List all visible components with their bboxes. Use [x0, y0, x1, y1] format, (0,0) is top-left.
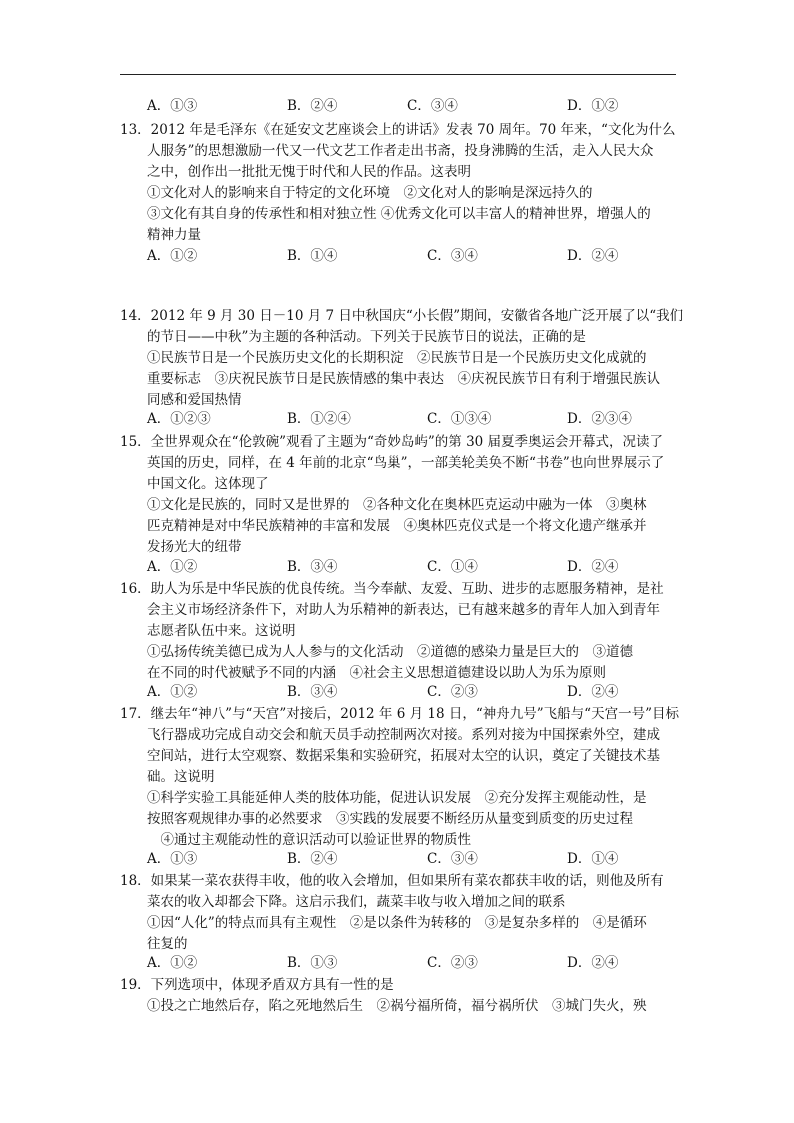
q13-line: 人服务”的思想激励一代又一代文艺工作者走出书斋，投身沸腾的生活，走入人民大众 [147, 143, 654, 159]
q16-line: 16．助人为乐是中华民族的优良传统。当今奉献、友爱、互助、进步的志愿服务精神，是社 [120, 581, 664, 597]
option-c: C．③④ [407, 98, 458, 114]
q14-line: 重要标志 ③庆祝民族节日是民族情感的集中表达 ④庆祝民族节日有利于增强民族认 [147, 371, 660, 387]
q16-line: ①弘扬传统美德已成为人人参与的文化活动 ②道德的感染力量是巨大的 ③道德 [147, 644, 633, 660]
q17-line: ④通过主观能动性的意识活动可以验证世界的物质性 [147, 832, 471, 848]
q16-line: 会主义市场经济条件下，对助人为乐精神的新表达，已有越来越多的青年人加入到青年 [147, 602, 660, 618]
q13-line: 13．2012 年是毛泽东《在延安文艺座谈会上的讲话》发表 70 周年。70 年来，“文化为什么 [120, 122, 676, 138]
q14-line: 同感和爱国热情 [147, 392, 242, 408]
q15-line: 15．全世界观众在“伦敦碗”观看了主题为“奇妙岛屿”的第 30 届夏季奥运会开幕式，况读了 [120, 434, 664, 450]
q18-option-d: D．②④ [567, 955, 619, 971]
option-b: B．②④ [287, 98, 338, 114]
q17-line: 按照客观规律办事的必然要求 ③实践的发展要不断经历从量变到质变的历史过程 [147, 811, 633, 827]
q13-line: ③文化有其自身的传承性和相对独立性 ④优秀文化可以丰富人的精神世界，增强人的 [147, 206, 651, 222]
q18-line: 往复的 [147, 936, 188, 952]
q15-line: 中国文化。这体现了 [147, 476, 269, 492]
q15-line: 匹克精神是对中华民族精神的丰富和发展 ④奥林匹克仪式是一个将文化遗产继承并 [147, 518, 647, 534]
q19-line: 19．下列选项中，体现矛盾双方具有一性的是 [120, 977, 394, 993]
q13-line: 之中，创作出一批批无愧于时代和人民的作品。这表明 [147, 164, 471, 180]
q16-line: 在不同的时代被赋予不同的内涵 ④社会主义思想道德建设以助人为乐为原则 [147, 665, 606, 681]
q13-option-d: D．②④ [567, 248, 619, 264]
q15-option-d: D．②④ [567, 559, 619, 575]
q16-option-b: B．③④ [287, 684, 338, 700]
q17-option-d: D．①④ [567, 851, 619, 867]
q16-option-c: C．②③ [427, 684, 478, 700]
q13-option-b: B．①④ [287, 248, 338, 264]
q15-line: 英国的历史，同样，在 4 年前的北京“鸟巢”，一部美轮美奂不断“书卷”也向世界展示了 [147, 455, 665, 471]
q19-line: ①投之亡地然后存，陷之死地然后生 ②祸兮福所倚，福兮祸所伏 ③城门失火，殃 [147, 998, 647, 1014]
option-a: A．①③ [147, 98, 198, 114]
q15-line: ①文化是民族的，同时又是世界的 ②各种文化在奥林匹克运动中融为一体 ③奥林 [147, 497, 647, 513]
q16-option-d: D．②④ [567, 684, 619, 700]
q16-option-a: A．①② [147, 684, 198, 700]
q13-line: ①文化对人的影响来自于特定的文化环境 ②文化对人的影响是深远持久的 [147, 185, 593, 201]
q18-line: 18．如果某一菜农获得丰收，他的收入会增加，但如果所有菜农都获丰收的话，则他及所有 [120, 873, 664, 889]
q18-line: ①因“人化”的特点而具有主观性 ②是以条件为转移的 ③是复杂多样的 ④是循环 [147, 915, 647, 931]
option-d: D．①② [567, 98, 619, 114]
q15-option-c: C．①④ [427, 559, 478, 575]
q14-option-d: D．②③④ [567, 411, 632, 427]
q14-line: 的节日——中秋”为主题的各种活动。下列关于民族节日的说法，正确的是 [147, 329, 586, 345]
q18-option-a: A．①② [147, 955, 198, 971]
q13-option-c: C．③④ [427, 248, 478, 264]
q14-line: ①民族节日是一个民族历史文化的长期积淀 ②民族节日是一个民族历史文化成就的 [147, 350, 647, 366]
q15-option-b: B．③④ [287, 559, 338, 575]
q18-line: 菜农的收入却都会下降。这启示我们，蔬菜丰收与收入增加之间的联系 [147, 894, 566, 910]
q15-line: 发扬光大的纽带 [147, 539, 242, 555]
q14-option-b: B．①②④ [287, 411, 351, 427]
q13-line: 精神力量 [147, 227, 201, 243]
q18-option-c: C．②③ [427, 955, 478, 971]
q17-line: 飞行器成功完成自动交会和航天员手动控制两次对接。系列对接为中国探索外空，建成 [147, 727, 660, 743]
q14-option-a: A．①②③ [147, 411, 211, 427]
q17-option-a: A．①③ [147, 851, 198, 867]
q14-option-c: C．①③④ [427, 411, 492, 427]
q17-line: 空间站，进行太空观察、数据采集和实验研究，拓展对太空的认识，奠定了关键技术基 [147, 748, 660, 764]
q17-line: ①科学实验工具能延伸人类的肢体功能，促进认识发展 ②充分发挥主观能动性，是 [147, 790, 647, 806]
q18-option-b: B．①③ [287, 955, 338, 971]
q17-line: 17．继去年“神八”与“天宫”对接后，2012 年 6 月 18 日，“神舟九号”飞船与“天宫一号”目标 [120, 706, 679, 722]
q16-line: 志愿者队伍中来。这说明 [147, 623, 296, 639]
q15-option-a: A．①② [147, 559, 198, 575]
q13-option-a: A．①② [147, 248, 198, 264]
q14-line: 14．2012 年 9 月 30 日－10 月 7 日中秋国庆“小长假”期间，安徽省各地广泛开展了以“我们 [120, 308, 684, 324]
q17-option-c: C．③④ [427, 851, 478, 867]
header-rule [120, 74, 676, 75]
q17-option-b: B．②④ [287, 851, 338, 867]
q17-line: 础。这说明 [147, 769, 215, 785]
